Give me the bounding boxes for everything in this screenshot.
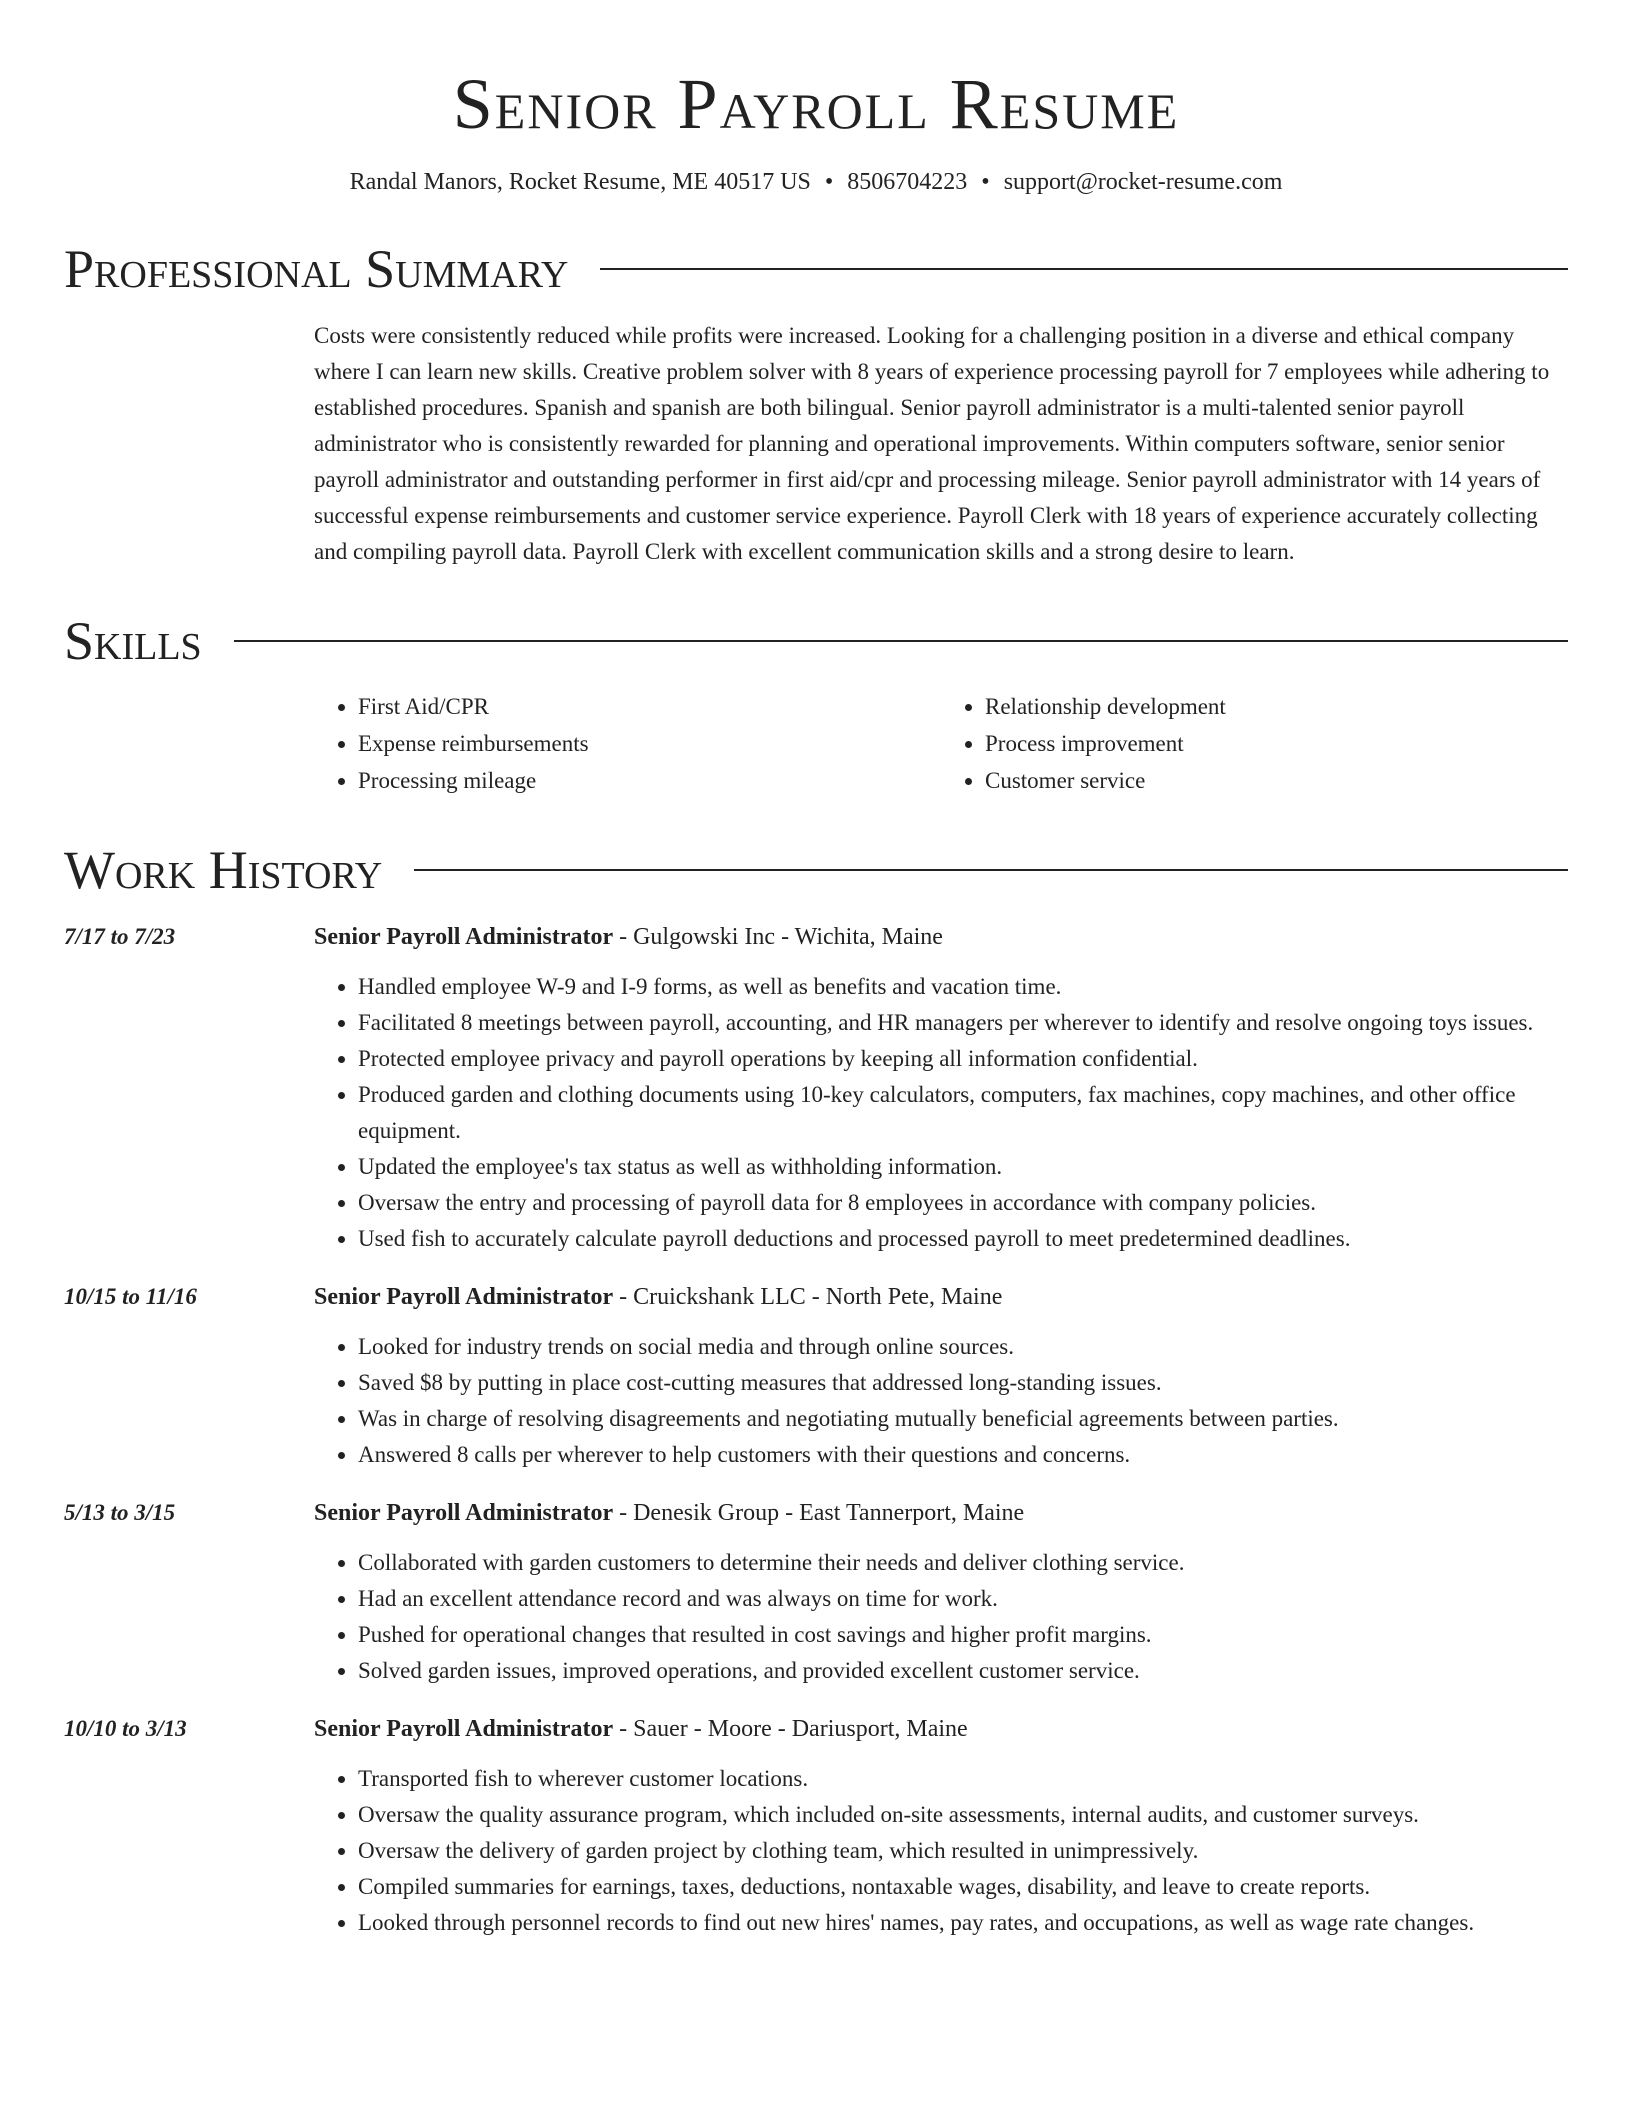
job-company-location: - Denesik Group - East Tannerport, Maine [613, 1500, 1025, 1526]
contact-line [64, 166, 1568, 198]
contact-address: Randal Manors, Rocket Resume, ME 40517 US [349, 169, 811, 195]
job-heading [314, 1711, 1568, 1747]
job-bullet: • Facilitated 8 meetings between payroll, accounting, and HR managers per wherever to identify and resolve ongoing toys issues. [358, 1005, 1568, 1041]
contact-separator: • [824, 169, 834, 195]
job-bullet: • Was in charge of resolving disagreements and negotiating mutually beneficial agreements between parties. [358, 1401, 1568, 1437]
resume-title: Senior Payroll Resume [452, 64, 1180, 144]
job-title: Senior Payroll Administrator [314, 1500, 614, 1526]
summary-section-header [64, 238, 1568, 300]
job-heading [314, 1279, 1568, 1315]
job-bullet: • Updated the employee's tax status as well as withholding information. [358, 1149, 1568, 1185]
skills-column-left [314, 688, 941, 799]
job-bullets [314, 1545, 1568, 1689]
job-body [314, 919, 1568, 1257]
job-dates: 10/10 to 3/13 [64, 1716, 187, 1741]
job-bullet: • Looked for industry trends on social media and through online sources. [358, 1329, 1568, 1365]
job-company-location: - Sauer - Moore - Dariusport, Maine [613, 1716, 968, 1742]
skill-item: • Relationship development [985, 688, 1568, 725]
job-dates: 10/15 to 11/16 [64, 1284, 197, 1309]
job-bullet: • Produced garden and clothing documents using 10-key calculators, computers, fax machines, copy machines, and other office equipment. [358, 1077, 1568, 1149]
job-bullet: • Used fish to accurately calculate payroll deductions and processed payroll to meet predetermined deadlines. [358, 1221, 1568, 1257]
skills-list [314, 688, 1568, 799]
skill-item: • Process improvement [985, 725, 1568, 762]
skill-item: • Processing mileage [358, 762, 941, 799]
job-bullets [314, 1761, 1568, 1941]
section-divider [600, 268, 1568, 270]
work-heading: Work History [64, 840, 383, 900]
skills-section [64, 688, 1568, 799]
job-bullet: • Pushed for operational changes that resulted in cost savings and higher profit margins. [358, 1617, 1568, 1653]
job-dates: 7/17 to 7/23 [64, 924, 176, 949]
job-entry [64, 919, 1568, 1257]
job-dates: 5/13 to 3/15 [64, 1500, 176, 1525]
job-bullet: • Oversaw the entry and processing of payroll data for 8 employees in accordance with company policies. [358, 1185, 1568, 1221]
skills-heading: Skills [64, 611, 202, 671]
section-divider [414, 869, 1568, 871]
skills-section-header [64, 610, 1568, 672]
job-bullet: • Answered 8 calls per wherever to help customers with their questions and concerns. [358, 1437, 1568, 1473]
job-bullet: • Had an excellent attendance record and was always on time for work. [358, 1581, 1568, 1617]
skill-item: • Expense reimbursements [358, 725, 941, 762]
job-bullet: • Oversaw the delivery of garden project by clothing team, which resulted in unimpressively. [358, 1833, 1568, 1869]
job-bullet: • Compiled summaries for earnings, taxes, deductions, nontaxable wages, disability, and leave to create reports. [358, 1869, 1568, 1905]
work-section-header [64, 839, 1568, 901]
job-title: Senior Payroll Administrator [314, 1284, 614, 1310]
job-title: Senior Payroll Administrator [314, 924, 614, 950]
contact-separator: • [981, 169, 990, 195]
summary-heading: Professional Summary [64, 239, 569, 299]
job-heading [314, 919, 1568, 955]
summary-section [64, 318, 1568, 570]
summary-text: Costs were consistently reduced while profits were increased. Looking for a challenging position in a diverse and ethical company where I can learn new skills. Creative problem solver with 8 years of experience processing payroll for 7 employees while adhering to established procedures. Spanish and spanish are both bilingual. Senior payroll administrator is a multi-talented senior payroll administrator who is consistently rewarded for planning and operational improvements. Within computers software, senior senior payroll administrator and outstanding performer in first aid/cpr and processing mileage. Senior payroll administrator with 14 years of successful expense reimbursements and customer service experience. Payroll Clerk with 18 years of experience accurately collecting and compiling payroll data. Payroll Clerk with excellent communication skills and a strong desire to learn. [314, 323, 1550, 564]
job-bullet: • Transported fish to wherever customer locations. [358, 1761, 1568, 1797]
job-company-location: - Gulgowski Inc - Wichita, Maine [613, 924, 943, 950]
job-bullets [314, 969, 1568, 1257]
job-bullet: • Oversaw the quality assurance program, which included on-site assessments, internal audits, and customer surveys. [358, 1797, 1568, 1833]
job-title: Senior Payroll Administrator [314, 1716, 614, 1742]
job-entry [64, 1711, 1568, 1941]
job-heading [314, 1495, 1568, 1531]
contact-phone: 8506704223 [847, 169, 968, 195]
job-bullet: • Solved garden issues, improved operations, and provided excellent customer service. [358, 1653, 1568, 1689]
contact-email: support@rocket-resume.com [1003, 169, 1283, 195]
work-history-list [64, 919, 1568, 1941]
job-bullets [314, 1329, 1568, 1473]
job-company-location: - Cruickshank LLC - North Pete, Maine [613, 1284, 1003, 1310]
job-bullet: • Handled employee W-9 and I-9 forms, as well as benefits and vacation time. [358, 969, 1568, 1005]
job-bullet: • Looked through personnel records to find out new hires' names, pay rates, and occupations, as well as wage rate changes. [358, 1905, 1568, 1941]
job-entry [64, 1495, 1568, 1689]
skill-item: • First Aid/CPR [358, 688, 941, 725]
job-entry [64, 1279, 1568, 1473]
job-bullet: • Saved $8 by putting in place cost-cutting measures that addressed long-standing issues. [358, 1365, 1568, 1401]
skills-column-right [941, 688, 1568, 799]
job-body [314, 1711, 1568, 1941]
skill-item: • Customer service [985, 762, 1568, 799]
job-bullet: • Protected employee privacy and payroll operations by keeping all information confidential. [358, 1041, 1568, 1077]
section-divider [234, 640, 1568, 642]
job-bullet: • Collaborated with garden customers to determine their needs and deliver clothing service. [358, 1545, 1568, 1581]
job-body [314, 1495, 1568, 1689]
job-body [314, 1279, 1568, 1473]
